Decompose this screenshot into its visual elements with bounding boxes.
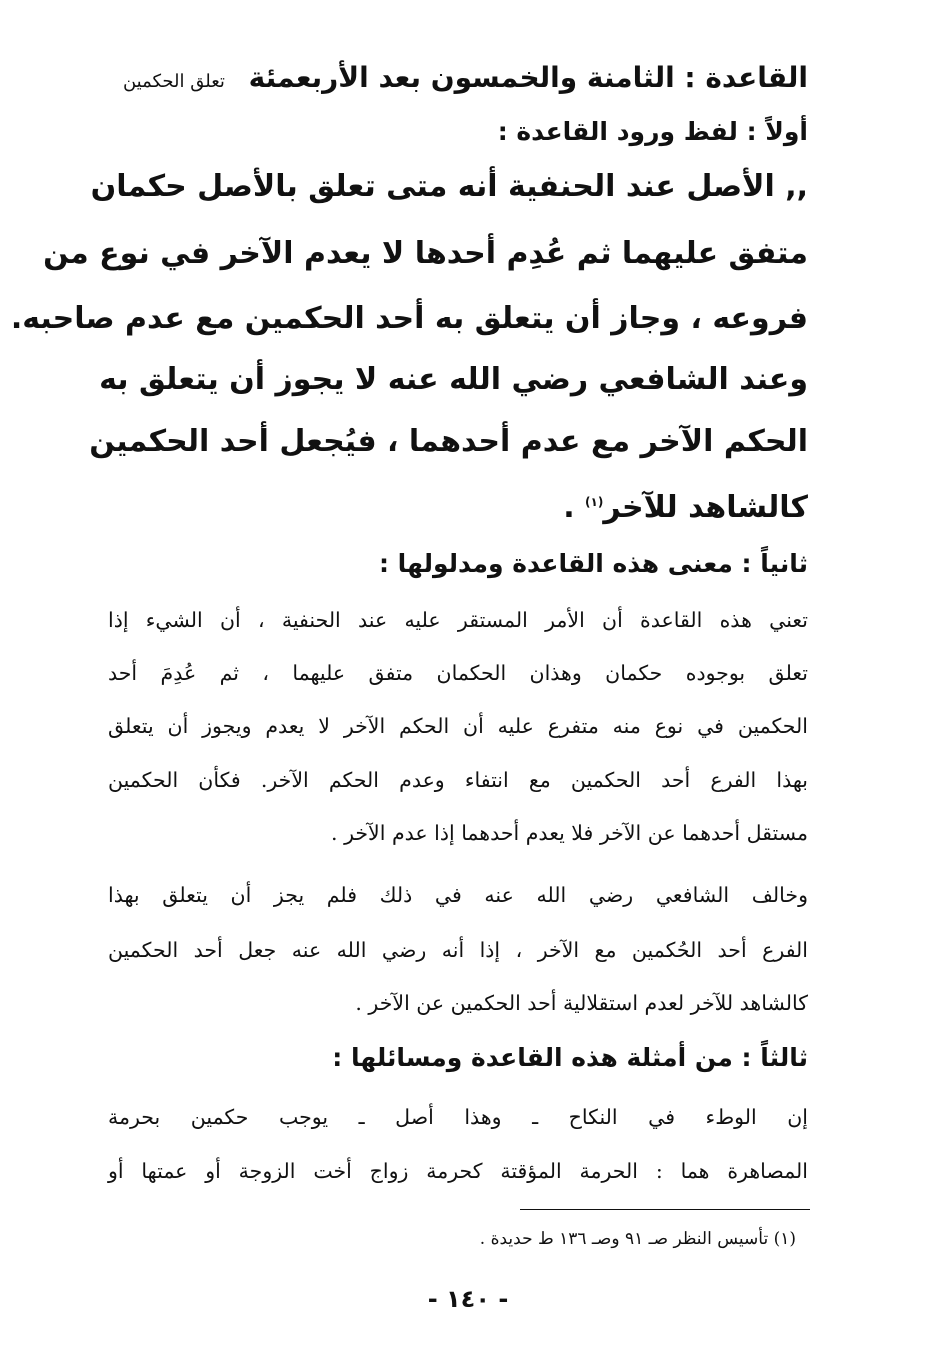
s1-line-6-text: كالشاهد للآخر — [603, 490, 808, 525]
rule-title-main: القاعدة : الثامنة والخمسون بعد الأربعمئة — [248, 61, 808, 94]
rule-title — [108, 58, 808, 102]
s2-p1-line-3: الحكمين في نوع منه متفرع عليه أن الحكم الآخر لا يعدم ويجوز أن يتعلق — [108, 714, 808, 738]
s2-p2-line-2: الفرع أحد الحُكمين مع الآخر ، إذا أنه رضي الله عنه جعل أحد الحكمين — [108, 938, 808, 962]
s1-line-6-end: . — [563, 490, 586, 525]
footnote-marker: (١) — [585, 495, 604, 509]
footnote-text: (١) تأسيس النظر صـ ٩١ وصـ ١٣٦ ط حديدة . — [479, 1229, 796, 1249]
footnote-divider — [520, 1209, 810, 1210]
s1-line-3: فروعه ، وجاز أن يتعلق به أحد الحكمين مع عدم صاحبه. — [10, 301, 808, 336]
rule-title-tag: تعلق الحكمين — [122, 71, 225, 92]
s1-line-4: وعند الشافعي رضي الله عنه لا يجوز أن يتعلق به — [99, 362, 808, 397]
s2-p1-line-1: تعني هذه القاعدة أن الأمر المستقر عليه عند الحنفية ، أن الشيء إذا — [108, 608, 808, 632]
s3-p1-line-1: إن الوطء في النكاح ـ وهذا أصل ـ يوجب حكمين بحرمة — [108, 1105, 808, 1129]
section-3-heading: ثالثاً : من أمثلة هذه القاعدة ومسائلها : — [332, 1043, 808, 1072]
s1-line-2: متفق عليهما ثم عُدِم أحدها لا يعدم الآخر في نوع من — [43, 236, 808, 271]
s1-line-1: ,, الأصل عند الحنفية أنه متى تعلق بالأصل حكمان — [90, 169, 808, 204]
s1-line-5: الحكم الآخر مع عدم أحدهما ، فيُجعل أحد الحكمين — [89, 424, 808, 459]
s1-line-6 — [108, 480, 808, 530]
s2-p2-line-1: وخالف الشافعي رضي الله عنه في ذلك فلم يجز أن يتعلق بهذا — [108, 883, 808, 907]
s2-p1-line-5: مستقل أحدهما عن الآخر فلا يعدم أحدهما إذا عدم الآخر . — [331, 821, 808, 845]
s2-p1-line-2: تعلق بوجوده حكمان وهذان الحكمان متفق عليهما ، ثم عُدِمَ أحد — [108, 661, 808, 685]
page-number: - ١٤٠ - — [427, 1285, 509, 1313]
section-1-heading: أولاً : لفظ ورود القاعدة : — [497, 117, 808, 146]
section-2-heading: ثانياً : معنى هذه القاعدة ومدلولها : — [378, 549, 808, 578]
s2-p1-line-4: بهذا الفرع أحد الحكمين مع انتفاء وعدم الحكم الآخر. فكأن الحكمين — [108, 768, 808, 792]
s2-p2-line-3: كالشاهد للآخر لعدم استقلالية أحد الحكمين عن الآخر . — [355, 991, 808, 1015]
s3-p1-line-2: المصاهرة هما : الحرمة المؤقتة كحرمة زواج أخت الزوجة أو عمتها أو — [108, 1159, 808, 1183]
